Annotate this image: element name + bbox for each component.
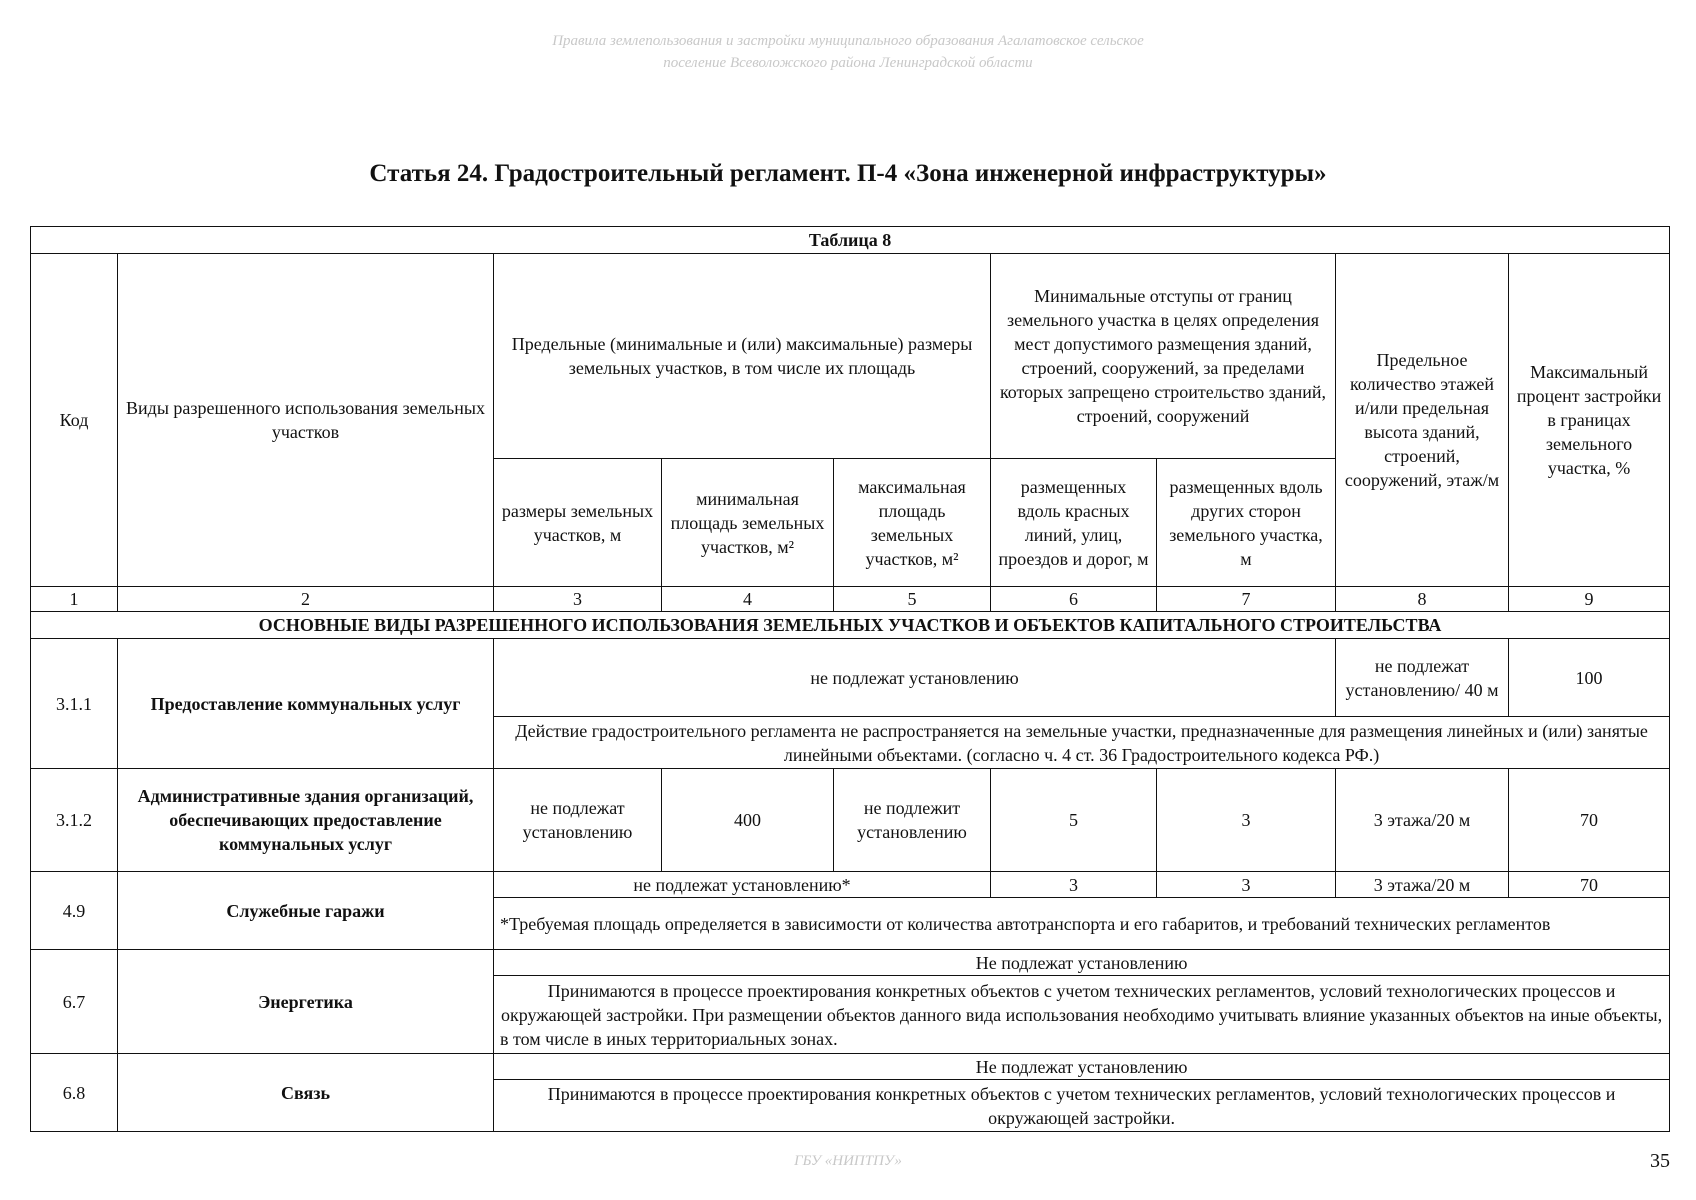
- row-note: *Требуемая площадь определяется в зависимости от количества автотранспорта и его габаритов, и требований технических регламентов: [494, 898, 1670, 950]
- row-name: Административные здания организаций, обеспечивающих предоставление коммунальных услуг: [118, 769, 494, 872]
- header-setbacks-group: Минимальные отступы от границ земельного участка в целях определения мест допустимого размещения зданий, строений, сооружений, за пределами которых запрещено строительство зданий, строений, сооружений: [991, 254, 1336, 459]
- row-floors: 3 этажа/20 м: [1336, 769, 1509, 872]
- header-sub-max-area: максимальная площадь земельных участков, м²: [834, 459, 991, 587]
- column-number: 2: [118, 587, 494, 612]
- row-note: Действие градостроительного регламента не распространяется на земельные участки, предназначенные для размещения линейных и (или) занятые линейными объектами. (согласно ч. 4 ст. 36 Градостроительного кодекса РФ.): [494, 717, 1670, 769]
- header-sub-min-area: минимальная площадь земельных участков, м²: [662, 459, 834, 587]
- header-code: Код: [31, 254, 118, 587]
- row-all: Не подлежат установлению: [494, 950, 1670, 976]
- row-sizes: не подлежат установлению*: [494, 872, 991, 898]
- row-name: Энергетика: [118, 950, 494, 1054]
- table-row: [31, 872, 1670, 898]
- row-max-area: не подлежит установлению: [834, 769, 991, 872]
- row-min-area: 400: [662, 769, 834, 872]
- column-number: 7: [1157, 587, 1336, 612]
- table-row: [31, 950, 1670, 976]
- row-name: Служебные гаражи: [118, 872, 494, 950]
- column-number: 5: [834, 587, 991, 612]
- running-header: [0, 30, 1696, 74]
- column-number: 8: [1336, 587, 1509, 612]
- row-code: 3.1.1: [31, 639, 118, 769]
- column-numbers-row: [31, 587, 1670, 612]
- column-number: 4: [662, 587, 834, 612]
- running-header-line1: Правила землепользования и застройки муниципального образования Агалатовское сельское: [552, 33, 1144, 49]
- row-red-lines: 3: [991, 872, 1157, 898]
- row-note: Принимаются в процессе проектирования конкретных объектов с учетом технических регламентов, условий технологических процессов и окружающей застройки. При размещении объектов данного вида использования необходимо учитывать влияние указанных объектов на иные объекты, в том числе в иных территориальных зонах.: [494, 976, 1670, 1054]
- row-code: 3.1.2: [31, 769, 118, 872]
- regulation-table: [30, 226, 1670, 1132]
- row-percent: 70: [1509, 769, 1670, 872]
- section-title: ОСНОВНЫЕ ВИДЫ РАЗРЕШЕННОГО ИСПОЛЬЗОВАНИЯ ЗЕМЕЛЬНЫХ УЧАСТКОВ И ОБЪЕКТОВ КАПИТАЛЬНОГО СТРОИТЕЛЬСТВА: [31, 612, 1670, 639]
- column-number: 1: [31, 587, 118, 612]
- row-code: 6.7: [31, 950, 118, 1054]
- row-code: 4.9: [31, 872, 118, 950]
- row-red-lines: 5: [991, 769, 1157, 872]
- header-row-1: [31, 254, 1670, 459]
- row-floors: 3 этажа/20 м: [1336, 872, 1509, 898]
- header-sub-red-lines: размещенных вдоль красных линий, улиц, проездов и дорог, м: [991, 459, 1157, 587]
- row-name: Предоставление коммунальных услуг: [118, 639, 494, 769]
- row-sizes: не подлежат установлению: [494, 769, 662, 872]
- table-row: [31, 769, 1670, 872]
- table-number-row: [31, 227, 1670, 254]
- table-row: [31, 639, 1670, 717]
- row-code: 6.8: [31, 1054, 118, 1132]
- footer-organization: ГБУ «НИПТПУ»: [794, 1153, 902, 1169]
- section-row: [31, 612, 1670, 639]
- column-number: 6: [991, 587, 1157, 612]
- row-percent: 70: [1509, 872, 1670, 898]
- row-sizes: не подлежат установлению: [494, 639, 1336, 717]
- row-note: Принимаются в процессе проектирования конкретных объектов с учетом технических регламентов, условий технологических процессов и окружающей застройки.: [494, 1080, 1670, 1132]
- header-sub-other-sides: размещенных вдоль других сторон земельного участка, м: [1157, 459, 1336, 587]
- row-other-sides: 3: [1157, 769, 1336, 872]
- row-other-sides: 3: [1157, 872, 1336, 898]
- column-number: 3: [494, 587, 662, 612]
- row-name: Связь: [118, 1054, 494, 1132]
- row-floors: не подлежат установлению/ 40 м: [1336, 639, 1509, 717]
- header-sizes-group: Предельные (минимальные и (или) максимальные) размеры земельных участков, в том числе их площадь: [494, 254, 991, 459]
- header-sub-sizes: размеры земельных участков, м: [494, 459, 662, 587]
- page-number: 35: [1650, 1150, 1670, 1172]
- page-title: Статья 24. Градостроительный регламент. П-4 «Зона инженерной инфраструктуры»: [369, 160, 1327, 187]
- column-number: 9: [1509, 587, 1670, 612]
- header-kinds: Виды разрешенного использования земельных участков: [118, 254, 494, 587]
- row-all: Не подлежат установлению: [494, 1054, 1670, 1080]
- table-number: Таблица 8: [31, 227, 1670, 254]
- table-row: [31, 1054, 1670, 1080]
- row-percent: 100: [1509, 639, 1670, 717]
- header-max-percent: Максимальный процент застройки в границах земельного участка, %: [1509, 254, 1670, 587]
- running-header-line2: поселение Всеволожского района Ленинградской области: [663, 55, 1033, 71]
- header-floors: Предельное количество этажей и/или предельная высота зданий, строений, сооружений, этаж/м: [1336, 254, 1509, 587]
